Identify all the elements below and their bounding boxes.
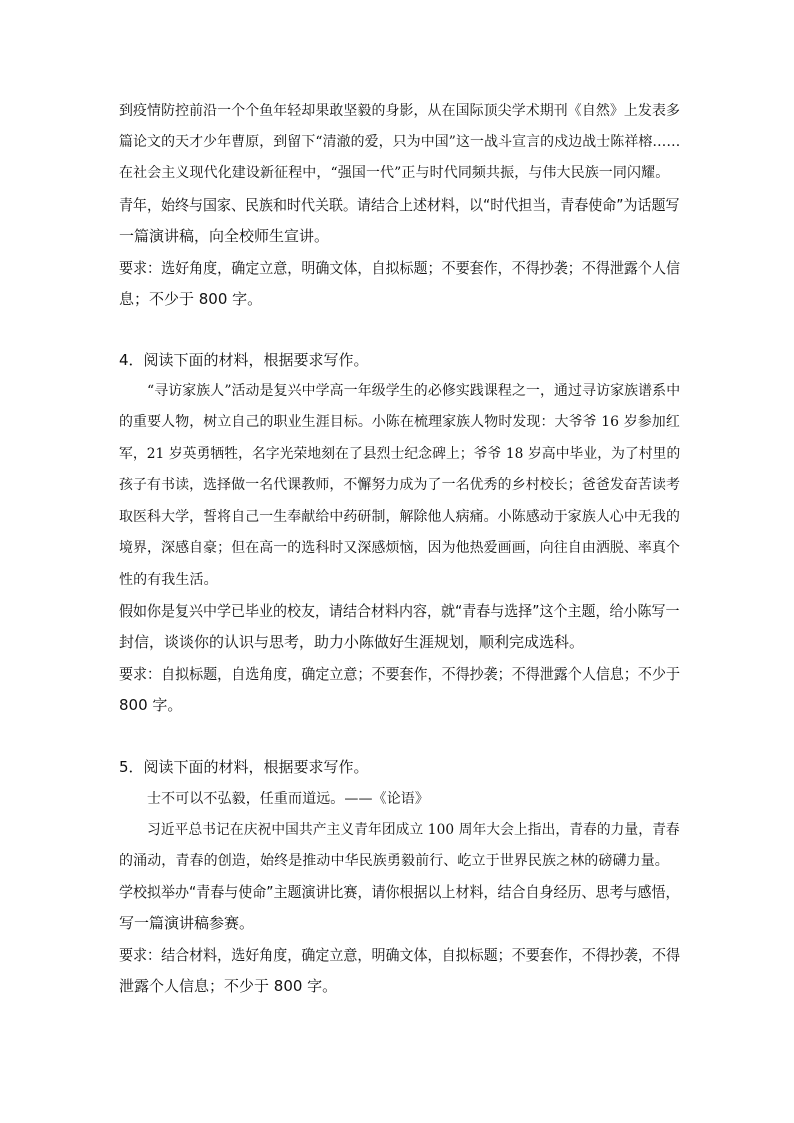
quote-line: 到疫情防控前沿一个个鱼年轻却果敢坚毅的身影，从在国际顶尖学术期刊《自然》上发表多 xyxy=(119,103,681,119)
quote-line: 在社会主义现代化建设新征程中，“强国一代”正与时代同频共振，与伟大民族一同闪耀。 xyxy=(119,165,670,181)
prompt-line: 写一篇演讲稿参赛。 xyxy=(119,914,255,932)
material-line: 孩子有书读，选择做一名代课教师，不懈努力成为了一名优秀的乡村校长；爸爸发奋苦读考 xyxy=(119,477,681,493)
material-line: 的重要人物，树立自己的职业生涯目标。小陈在梳理家族人物时发现：大爷爷 16 岁参加红 xyxy=(119,414,680,430)
material-line: 军，21 岁英勇牺牲，名字光荣地刻在了县烈士纪念碑上；爷爷 18 岁高中毕业，为了村里的 xyxy=(119,446,681,462)
material-line: 的涌动，青春的创造，始终是推动中华民族勇毅前行、屹立于世界民族之林的磅礴力量。 xyxy=(119,853,669,869)
requirement-line: 泄露个人信息；不少于 800 字。 xyxy=(119,977,338,995)
prompt-line: 假如你是复兴中学已毕业的校友，请结合材料内容，就“青春与选择”这个主题，给小陈写一 xyxy=(119,602,680,620)
material-line: 取医科大学，誓将自己一生奉献给中药研制，解除他人病痛。小陈感动于家族人心中无我的 xyxy=(119,509,681,525)
requirement-line: 要求：选好角度，确定立意，明确文体，自拟标题；不要套作，不得抄袭；不得泄露个人信 xyxy=(119,259,681,277)
requirement-line: 要求：自拟标题，自选角度，确定立意；不要套作，不得抄袭；不得泄露个人信息；不少于 xyxy=(119,665,681,683)
material-line: 习近平总书记在庆祝中国共产主义青年团成立 100 周年大会上指出，青春的力量，青春 xyxy=(147,822,680,838)
material-line: 性的有我生活。 xyxy=(119,572,218,588)
requirement-line: 800 字。 xyxy=(119,696,183,714)
prompt-line: 学校拟举办“青春与使命”主题演讲比赛，请你根据以上材料，结合自身经历、思考与感悟， xyxy=(119,883,680,901)
quote-line: 篇论文的天才少年曹原，到留下“清澈的爱，只为中国”这一战斗宣言的戍边战士陈祥榕…… xyxy=(119,134,681,150)
prompt-line: 青年，始终与国家、民族和时代关联。请结合上述材料，以“时代担当，青春使命”为话题写 xyxy=(119,196,680,214)
question-5-heading: 5．阅读下面的材料，根据要求写作。 xyxy=(119,758,369,776)
question-4-heading: 4．阅读下面的材料，根据要求写作。 xyxy=(119,351,369,369)
requirement-line: 要求：结合材料，选好角度，确定立意，明确文体，自拟标题；不要套作，不得抄袭，不得 xyxy=(119,946,681,964)
prompt-line: 封信，谈谈你的认识与思考，助力小陈做好生涯规划，顺利完成选科。 xyxy=(119,633,585,651)
material-line: “寻访家族人”活动是复兴中学高一年级学生的必修实践课程之一，通过寻访家族谱系中 xyxy=(147,383,681,399)
prompt-line: 一篇演讲稿，向全校师生宣讲。 xyxy=(119,227,330,245)
material-line: 境界，深感自豪；但在高一的选科时又深感烦恼，因为他热爱画画，向往自由洒脱、率真个 xyxy=(119,540,681,556)
requirement-line: 息；不少于 800 字。 xyxy=(119,290,263,308)
question-5-quote: 士不可以不弘毅，任重而道远。——《论语》 xyxy=(147,791,429,807)
